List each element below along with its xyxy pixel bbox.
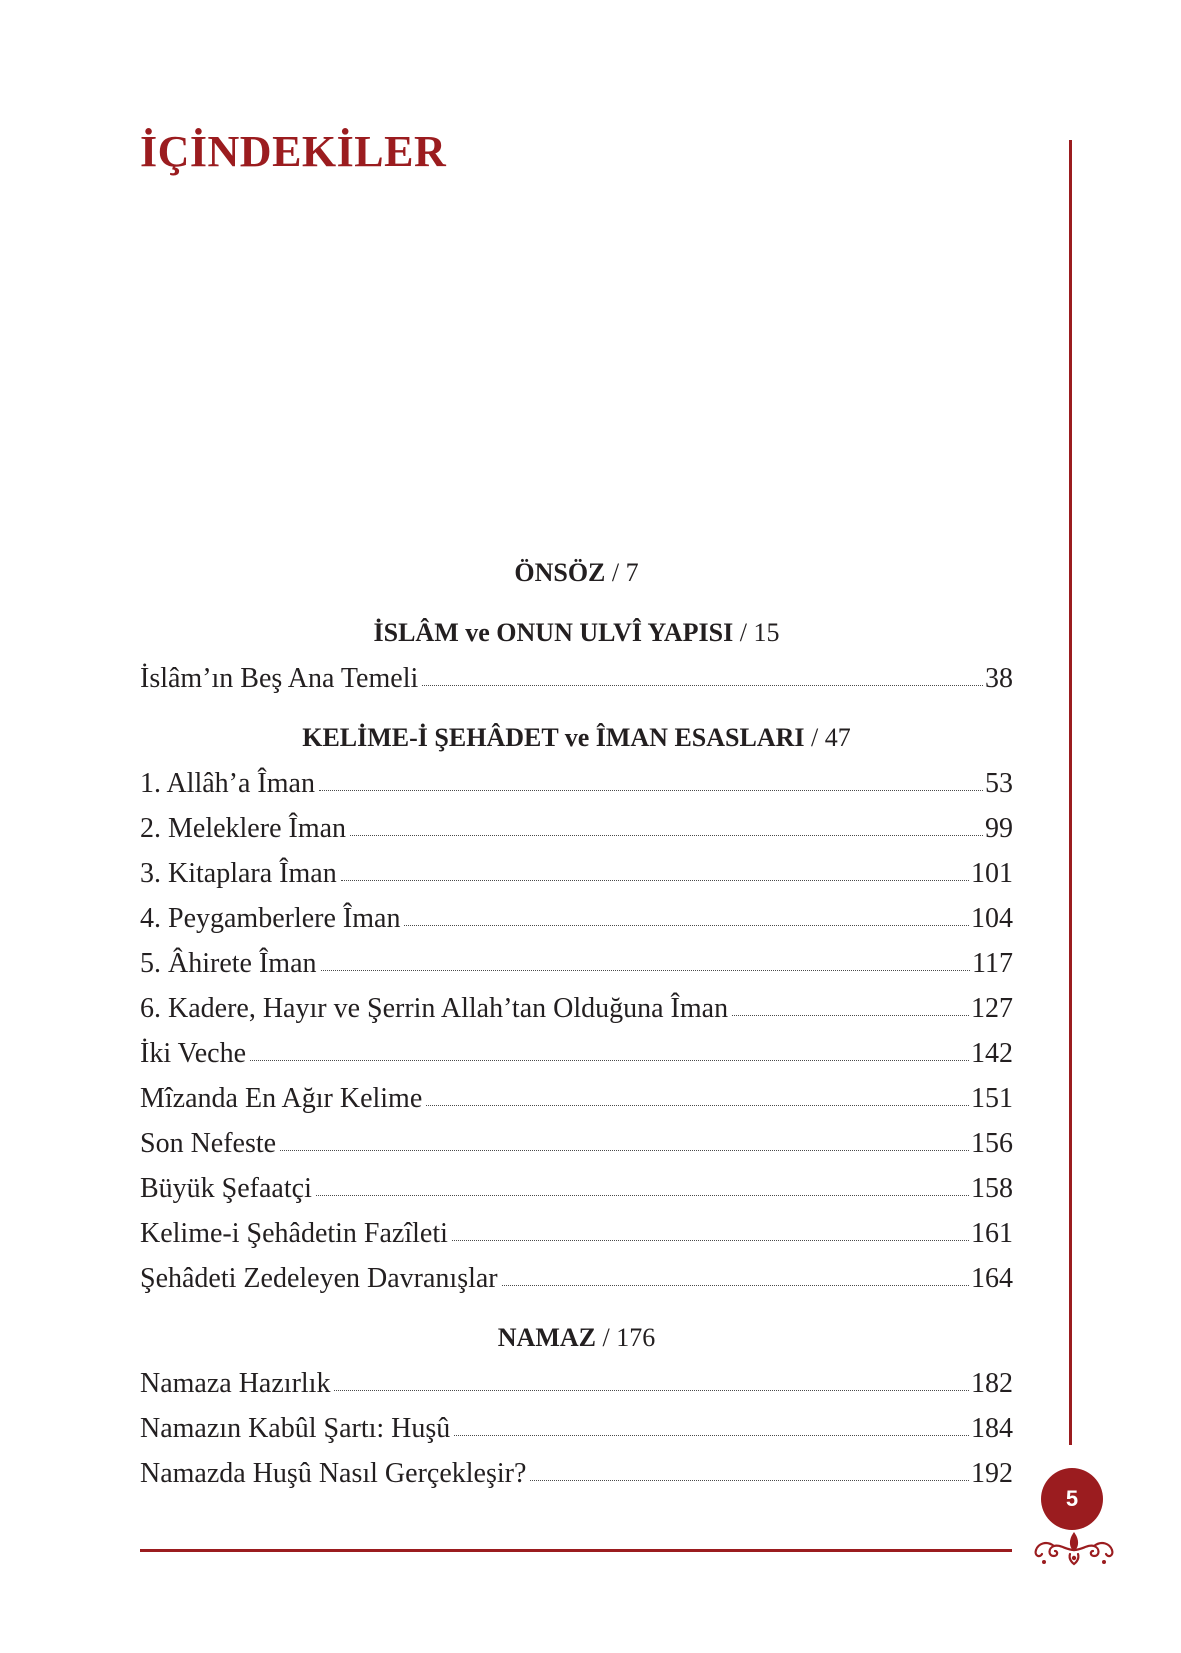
page-title: İÇİNDEKİLER	[140, 127, 447, 176]
dot-leader	[341, 879, 969, 881]
toc-entry	[140, 851, 1013, 896]
right-margin-rule	[1069, 140, 1072, 1445]
toc-entry-page: 101	[971, 858, 1013, 889]
section-heading-title: İSLÂM ve ONUN ULVÎ YAPISI	[373, 618, 734, 647]
section-heading-page: 47	[824, 723, 851, 752]
toc-entry	[140, 1406, 1013, 1451]
toc-entry-page: 38	[985, 663, 1013, 694]
toc-entry-page: 117	[972, 948, 1013, 979]
dot-leader	[316, 1194, 969, 1196]
toc-entry	[140, 986, 1013, 1031]
toc-entry-title: Namazda Huşû Nasıl Gerçekleşir?	[140, 1458, 527, 1489]
toc-entry	[140, 1211, 1013, 1256]
dot-leader	[454, 1434, 969, 1436]
toc-entry-page: 142	[971, 1038, 1013, 1069]
toc-entry-title: Büyük Şefaatçi	[140, 1173, 312, 1204]
section-heading-title: NAMAZ	[497, 1323, 596, 1352]
dot-leader	[502, 1284, 969, 1286]
toc-entry-page: 161	[971, 1218, 1013, 1249]
section-heading-page: 7	[625, 558, 639, 587]
dot-leader	[426, 1104, 969, 1106]
toc-entry	[140, 1256, 1013, 1301]
toc-entry-title: Kelime-i Şehâdetin Fazîleti	[140, 1218, 448, 1249]
section-heading-separator: /	[595, 1323, 617, 1352]
toc-entry-title: Namazın Kabûl Şartı: Huşû	[140, 1413, 451, 1444]
toc-entry-page: 156	[971, 1128, 1013, 1159]
toc-entry-page: 99	[985, 813, 1013, 844]
toc-entry	[140, 1031, 1013, 1076]
dot-leader	[250, 1059, 969, 1061]
toc-entry-page: 104	[971, 903, 1013, 934]
toc-entry	[140, 1451, 1013, 1496]
section-heading-separator: /	[605, 558, 626, 587]
toc-entry-page: 158	[971, 1173, 1013, 1204]
section-heading	[140, 715, 1013, 761]
dot-leader	[404, 924, 969, 926]
toc-entry-title: Namaza Hazırlık	[140, 1368, 331, 1399]
toc-entry-title: Mîzanda En Ağır Kelime	[140, 1083, 423, 1114]
toc-entry	[140, 1166, 1013, 1211]
dot-leader	[334, 1389, 969, 1391]
dot-leader	[530, 1479, 969, 1481]
toc-entry	[140, 806, 1013, 851]
dot-leader	[452, 1239, 969, 1241]
toc-entry	[140, 761, 1013, 806]
toc-entry	[140, 1121, 1013, 1166]
toc-entry-title: İslâm’ın Beş Ana Temeli	[140, 663, 419, 694]
toc-entry-title: 1. Allâh’a Îman	[140, 768, 315, 799]
toc-entry	[140, 1076, 1013, 1121]
toc-entry-page: 164	[971, 1263, 1013, 1294]
toc-entry-title: Son Nefeste	[140, 1128, 277, 1159]
toc-entry-title: 3. Kitaplara Îman	[140, 858, 337, 889]
toc-entry-title: 4. Peygamberlere Îman	[140, 903, 401, 934]
dot-leader	[321, 969, 971, 971]
section-heading	[140, 550, 1013, 596]
section-heading-page: 176	[616, 1323, 656, 1352]
section-heading	[140, 610, 1013, 656]
section-heading-separator: /	[733, 618, 754, 647]
section-heading-separator: /	[804, 723, 825, 752]
section-heading	[140, 1315, 1013, 1361]
section-heading-page: 15	[753, 618, 780, 647]
dot-leader	[280, 1149, 969, 1151]
section-heading-title: KELİME-İ ŞEHÂDET ve ÎMAN ESASLARI	[302, 723, 805, 752]
toc-entry-title: 5. Âhirete Îman	[140, 948, 317, 979]
dot-leader	[422, 684, 983, 686]
toc-entry-title: Şehâdeti Zedeleyen Davranışlar	[140, 1263, 498, 1294]
page-number-badge: 5	[1041, 1468, 1103, 1530]
table-of-contents	[140, 550, 1013, 1496]
floral-ornament-icon	[1030, 1528, 1118, 1568]
dot-leader	[732, 1014, 969, 1016]
toc-entry-page: 127	[971, 993, 1013, 1024]
toc-entry	[140, 656, 1013, 701]
toc-entry-page: 192	[971, 1458, 1013, 1489]
toc-entry	[140, 1361, 1013, 1406]
toc-entry-page: 184	[971, 1413, 1013, 1444]
toc-entry-title: 2. Meleklere Îman	[140, 813, 347, 844]
toc-entry-title: 6. Kadere, Hayır ve Şerrin Allah’tan Olduğuna Îman	[140, 993, 729, 1024]
dot-leader	[319, 789, 983, 791]
toc-entry	[140, 896, 1013, 941]
bottom-rule	[140, 1549, 1012, 1552]
toc-entry-page: 182	[971, 1368, 1013, 1399]
dot-leader	[350, 834, 983, 836]
toc-entry	[140, 941, 1013, 986]
toc-entry-page: 53	[985, 768, 1013, 799]
toc-entry-title: İki Veche	[140, 1038, 246, 1069]
toc-entry-page: 151	[971, 1083, 1013, 1114]
section-heading-title: ÖNSÖZ	[514, 558, 606, 587]
